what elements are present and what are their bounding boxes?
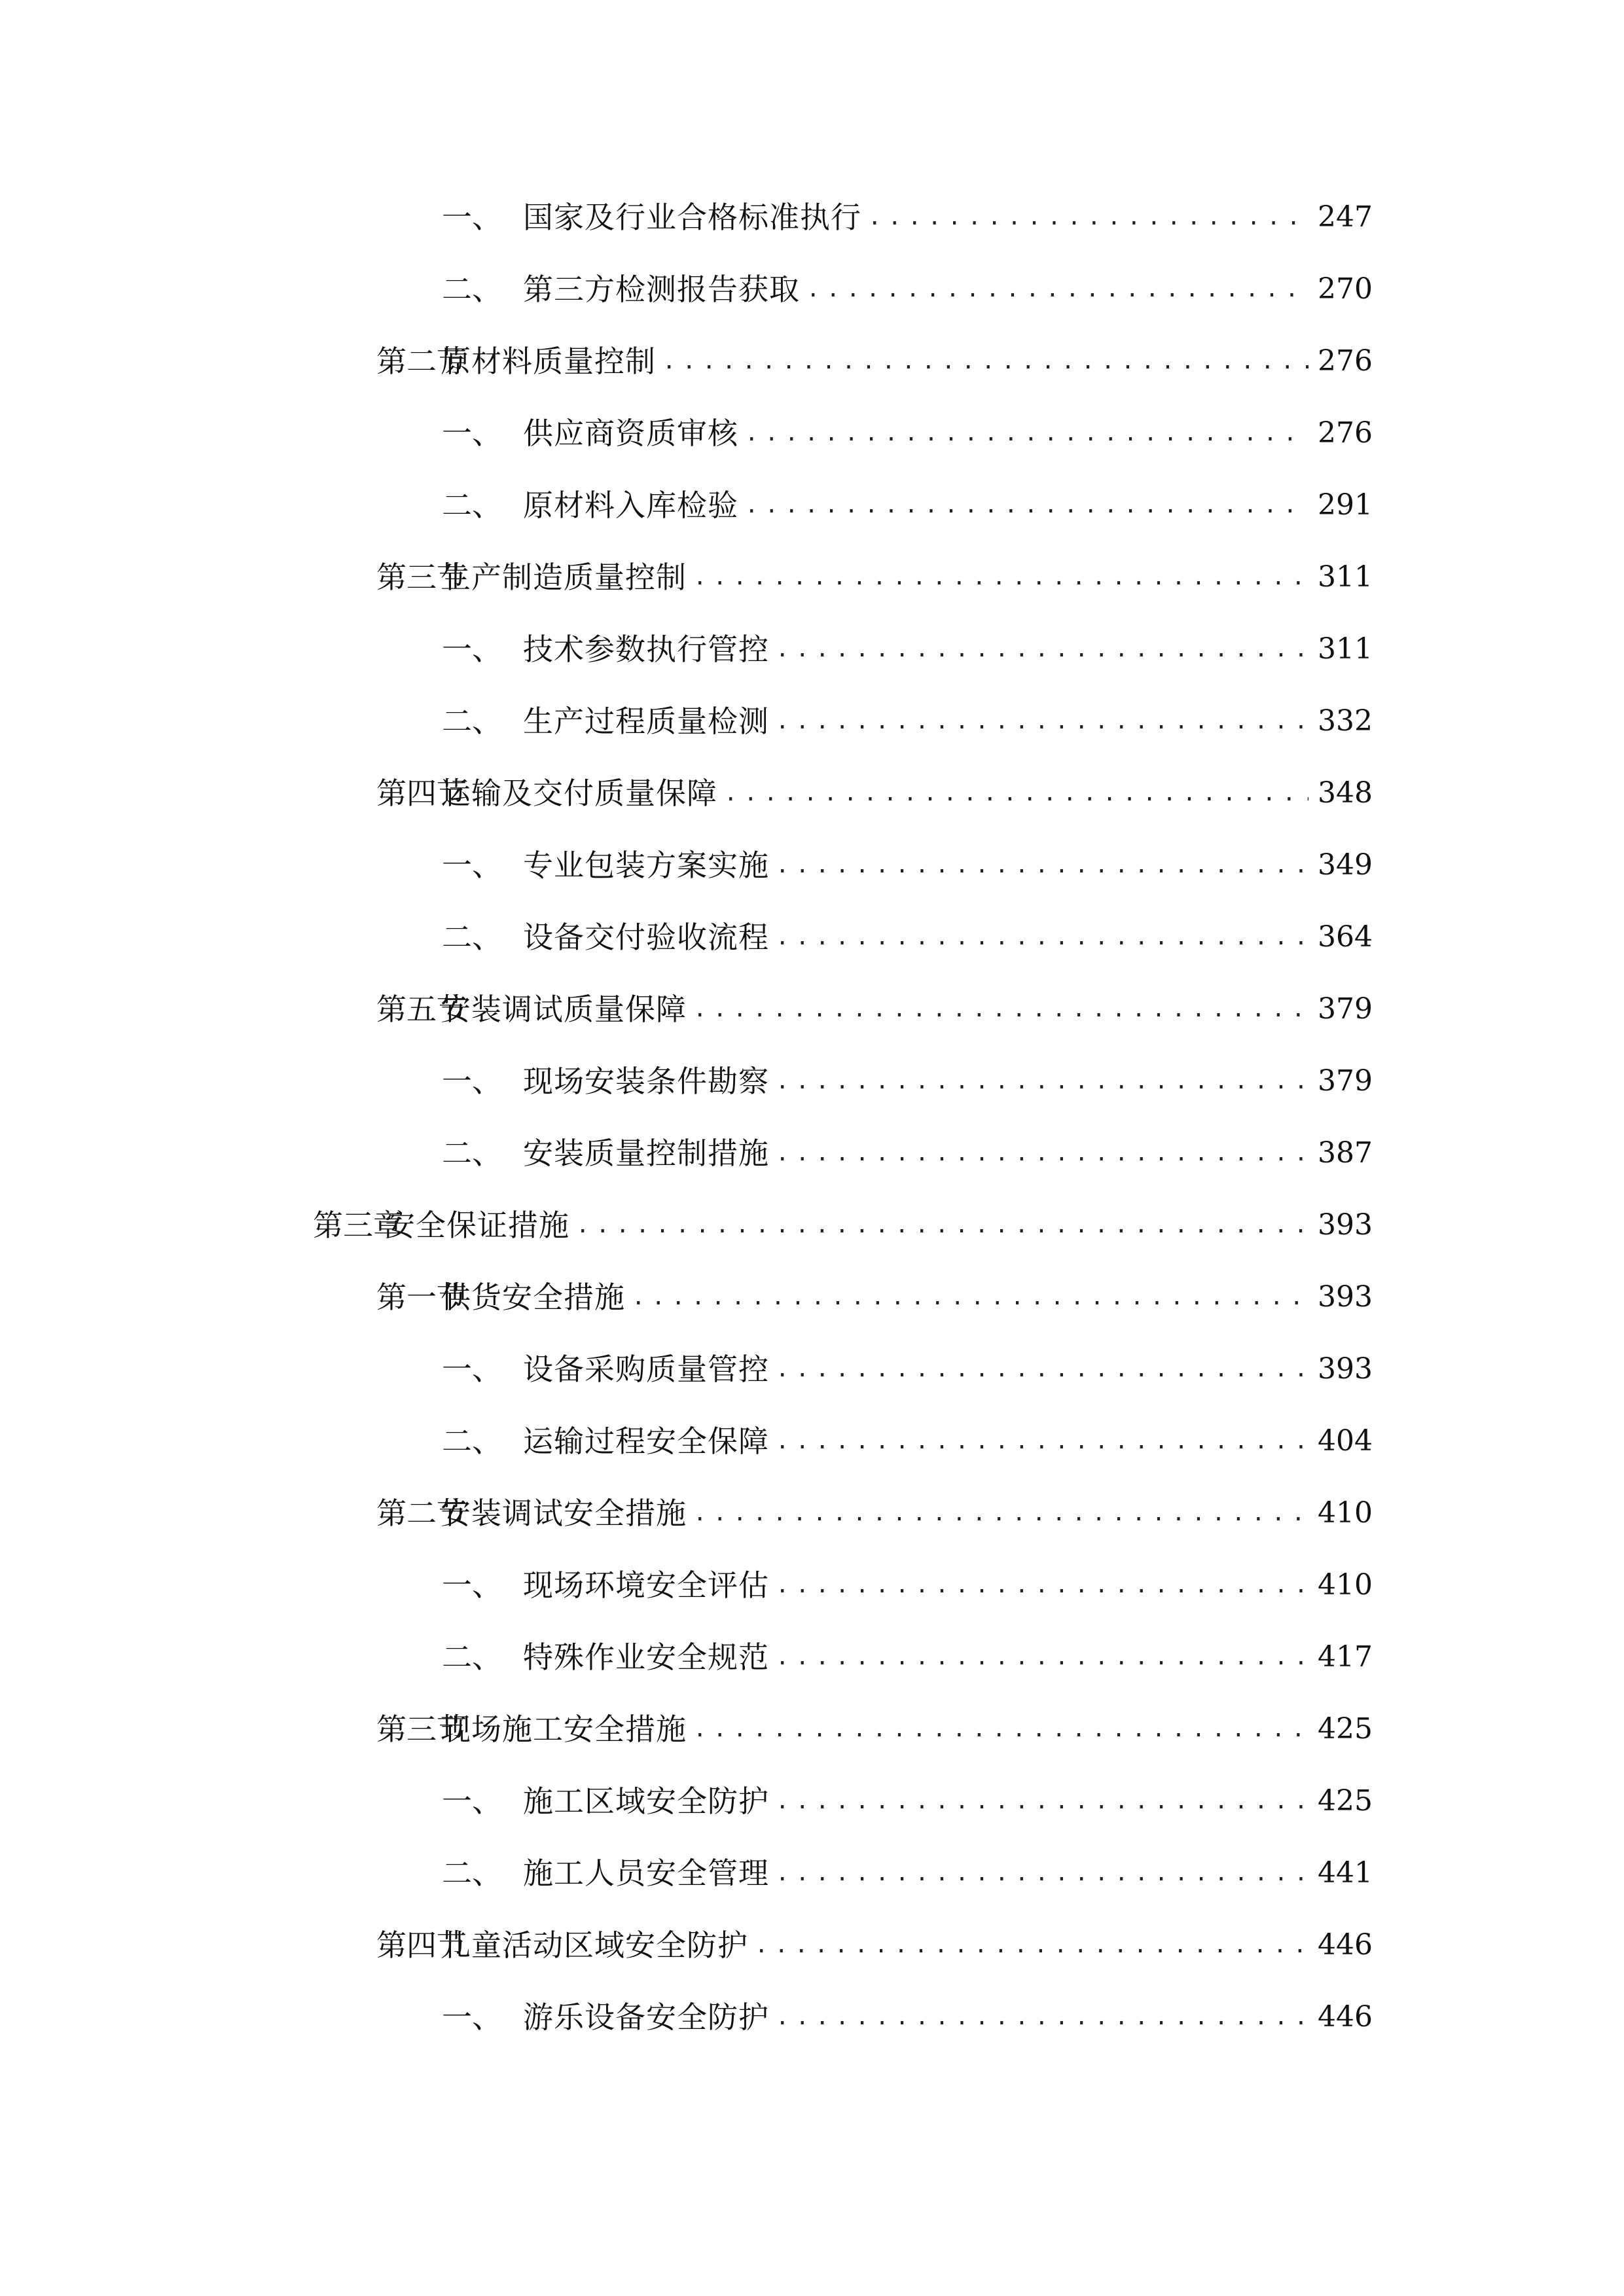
toc-entry-title: 供应商资质审核 xyxy=(523,416,738,451)
toc-entry-page: 425 xyxy=(1318,1712,1373,1746)
toc-entry-number: 二、 xyxy=(442,920,502,955)
dot-leader xyxy=(755,1919,1308,1971)
dot-leader xyxy=(776,1775,1308,1827)
toc-entry[interactable] xyxy=(442,1127,1373,1179)
toc-entry-title: 安装调试质量保障 xyxy=(441,992,687,1027)
toc-entry-title: 原材料入库检验 xyxy=(523,488,738,523)
toc-entry[interactable] xyxy=(376,1919,1373,1971)
toc-entry-number: 二、 xyxy=(442,1136,502,1171)
toc-entry[interactable] xyxy=(376,1271,1373,1323)
dot-leader xyxy=(776,1991,1308,2043)
toc-entry-page: 387 xyxy=(1318,1136,1373,1170)
toc-entry-page: 393 xyxy=(1318,1208,1373,1242)
dot-leader xyxy=(693,983,1308,1035)
toc-entry-title: 生产过程质量检测 xyxy=(523,704,769,739)
toc-entry-title: 现场施工安全措施 xyxy=(441,1712,687,1747)
toc-entry-page: 364 xyxy=(1318,920,1373,954)
toc-entry-number: 二、 xyxy=(442,1856,502,1891)
toc-entry-title: 生产制造质量控制 xyxy=(441,560,687,595)
toc-entry-page: 441 xyxy=(1318,1856,1373,1890)
toc-entry-title: 特殊作业安全规范 xyxy=(523,1640,769,1675)
toc-entry[interactable] xyxy=(442,191,1373,243)
toc-entry-page: 379 xyxy=(1318,1064,1373,1098)
toc-entry[interactable] xyxy=(442,911,1373,963)
toc-entry-number: 第四节 xyxy=(376,776,467,811)
toc-entry-number: 一、 xyxy=(442,1352,502,1387)
dot-leader xyxy=(576,1199,1308,1251)
toc-entry[interactable] xyxy=(442,623,1373,675)
toc-entry-page: 410 xyxy=(1318,1496,1373,1530)
toc-entry[interactable] xyxy=(442,1631,1373,1683)
dot-leader xyxy=(868,191,1308,243)
toc-entry-page: 349 xyxy=(1318,848,1373,882)
toc-entry-number: 一、 xyxy=(442,1568,502,1603)
toc-entry-page: 247 xyxy=(1318,200,1373,234)
toc-entry-title: 国家及行业合格标准执行 xyxy=(523,200,861,235)
dot-leader xyxy=(745,407,1308,459)
toc-entry-title: 设备交付验收流程 xyxy=(523,920,769,955)
toc-entry-number: 一、 xyxy=(442,2000,502,2035)
toc-entry[interactable] xyxy=(442,839,1373,891)
toc-entry[interactable] xyxy=(442,1991,1373,2043)
toc-entry[interactable] xyxy=(376,1703,1373,1755)
toc-entry-page: 276 xyxy=(1318,416,1373,450)
toc-entry-number: 二、 xyxy=(442,1424,502,1459)
toc-entry-number: 第三章 xyxy=(313,1208,403,1243)
dot-leader xyxy=(776,911,1308,963)
toc-entry-title: 安装调试安全措施 xyxy=(441,1496,687,1531)
toc-entry-number: 二、 xyxy=(442,704,502,739)
dot-leader xyxy=(776,839,1308,891)
toc-entry[interactable] xyxy=(442,1559,1373,1611)
toc-entry[interactable] xyxy=(376,767,1373,819)
toc-entry-title: 原材料质量控制 xyxy=(441,344,656,379)
toc-entry-title: 设备采购质量管控 xyxy=(523,1352,769,1387)
toc-entry-page: 311 xyxy=(1318,560,1373,594)
toc-entry-page: 270 xyxy=(1318,272,1373,306)
dot-leader xyxy=(776,695,1308,747)
toc-entry-page: 393 xyxy=(1318,1352,1373,1386)
dot-leader xyxy=(724,767,1308,819)
toc-entry-title: 安全保证措施 xyxy=(385,1208,569,1243)
toc-entry[interactable] xyxy=(442,407,1373,459)
dot-leader xyxy=(776,1127,1308,1179)
toc-entry-page: 446 xyxy=(1318,2000,1373,2034)
toc-entry[interactable] xyxy=(376,983,1373,1035)
toc-entry[interactable] xyxy=(442,1343,1373,1395)
toc-entry-title: 专业包装方案实施 xyxy=(523,848,769,883)
toc-entry-page: 291 xyxy=(1318,488,1373,522)
toc-entry-title: 技术参数执行管控 xyxy=(523,632,769,667)
toc-entry-number: 一、 xyxy=(442,1784,502,1819)
dot-leader xyxy=(662,335,1308,387)
toc-entry[interactable] xyxy=(376,1487,1373,1539)
toc-entry-page: 446 xyxy=(1318,1928,1373,1962)
dot-leader xyxy=(693,1487,1308,1539)
toc-entry-title: 现场环境安全评估 xyxy=(523,1568,769,1603)
toc-entry-number: 第四节 xyxy=(376,1928,467,1963)
toc-entry-number: 第五节 xyxy=(376,992,467,1027)
toc-entry-title: 运输过程安全保障 xyxy=(523,1424,769,1459)
toc-entry[interactable] xyxy=(442,695,1373,747)
dot-leader xyxy=(632,1271,1308,1323)
toc-entry[interactable] xyxy=(313,1199,1373,1251)
toc-entry-number: 一、 xyxy=(442,200,502,235)
toc-entry-number: 一、 xyxy=(442,848,502,883)
dot-leader xyxy=(745,479,1308,531)
toc-entry[interactable] xyxy=(376,551,1373,603)
toc-entry-page: 311 xyxy=(1318,632,1373,666)
toc-entry[interactable] xyxy=(442,263,1373,315)
toc-entry-number: 一、 xyxy=(442,1064,502,1099)
toc-entry[interactable] xyxy=(442,1847,1373,1899)
dot-leader xyxy=(776,1343,1308,1395)
dot-leader xyxy=(776,1055,1308,1107)
toc-entry-title: 安装质量控制措施 xyxy=(523,1136,769,1171)
dot-leader xyxy=(776,623,1308,675)
toc-entry-number: 二、 xyxy=(442,488,502,523)
toc-entry[interactable] xyxy=(442,479,1373,531)
toc-entry[interactable] xyxy=(442,1775,1373,1827)
toc-entry-title: 运输及交付质量保障 xyxy=(441,776,717,811)
dot-leader xyxy=(693,1703,1308,1755)
toc-entry-number: 第二节 xyxy=(376,344,467,379)
toc-entry-page: 425 xyxy=(1318,1784,1373,1818)
toc-entry-title: 施工区域安全防护 xyxy=(523,1784,769,1819)
dot-leader xyxy=(693,551,1308,603)
toc-entry-number: 二、 xyxy=(442,1640,502,1675)
dot-leader xyxy=(776,1559,1308,1611)
toc-entry-number: 第一节 xyxy=(376,1280,467,1315)
toc-entry-number: 一、 xyxy=(442,416,502,451)
toc-entry-title: 游乐设备安全防护 xyxy=(523,2000,769,2035)
toc-entry-title: 儿童活动区域安全防护 xyxy=(441,1928,748,1963)
toc-entry[interactable] xyxy=(442,1415,1373,1467)
toc-entry-number: 第三节 xyxy=(376,560,467,595)
toc-entry-title: 施工人员安全管理 xyxy=(523,1856,769,1891)
toc-entry-page: 410 xyxy=(1318,1568,1373,1602)
dot-leader xyxy=(776,1847,1308,1899)
toc-entry-page: 348 xyxy=(1318,776,1373,810)
toc-entry-page: 404 xyxy=(1318,1424,1373,1458)
toc-entry-page: 393 xyxy=(1318,1280,1373,1314)
toc-entry-number: 第三节 xyxy=(376,1712,467,1747)
toc-entry-title: 第三方检测报告获取 xyxy=(523,272,800,307)
dot-leader xyxy=(806,263,1308,315)
toc-entry-title: 现场安装条件勘察 xyxy=(523,1064,769,1099)
toc-entry-page: 332 xyxy=(1318,704,1373,738)
toc-entry-number: 二、 xyxy=(442,272,502,307)
dot-leader xyxy=(776,1415,1308,1467)
toc-entry-page: 417 xyxy=(1318,1640,1373,1674)
toc-entry-page: 276 xyxy=(1318,344,1373,378)
toc-entry-number: 第二节 xyxy=(376,1496,467,1531)
toc-entry-title: 供货安全措施 xyxy=(441,1280,625,1315)
toc-entry-number: 一、 xyxy=(442,632,502,667)
toc-entry-page: 379 xyxy=(1318,992,1373,1026)
dot-leader xyxy=(776,1631,1308,1683)
toc-entry[interactable] xyxy=(442,1055,1373,1107)
toc-entry[interactable] xyxy=(376,335,1373,387)
